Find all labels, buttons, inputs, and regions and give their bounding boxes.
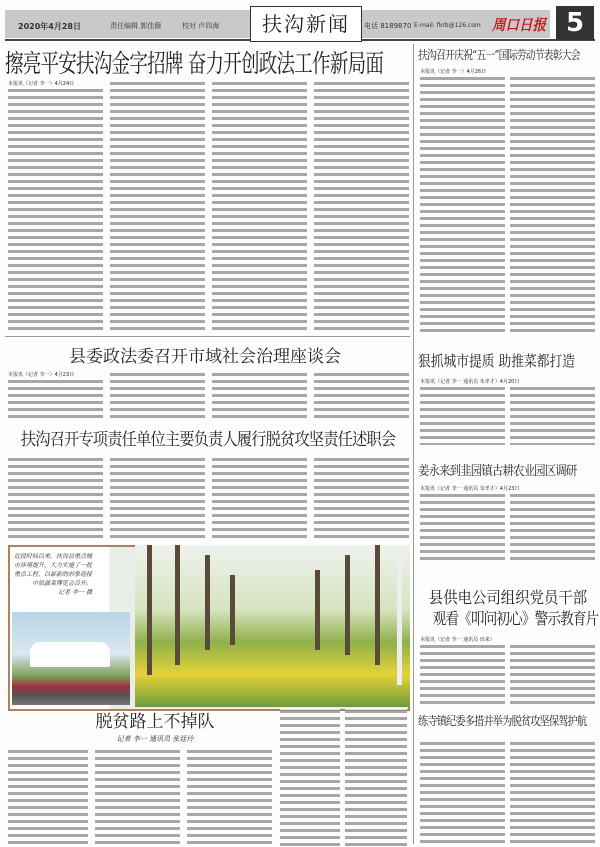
social-body-col3 (212, 371, 307, 420)
feature-headline-wrap (80, 707, 230, 732)
tree (175, 545, 180, 665)
column-divider (413, 44, 414, 844)
proof-credit: 校对 卢四海 (182, 22, 220, 30)
tree (375, 545, 380, 665)
poverty-report-headline: 扶沟召开专项责任单位主要负责人履行脱贫攻坚责任述职会 (20, 430, 396, 450)
may-day-body-col1 (420, 75, 505, 335)
divider (5, 336, 410, 337)
power-company-dateline: 本报讯（记者 李一 通讯员 田来） (420, 637, 495, 643)
social-body-col1 (8, 378, 103, 420)
power-company-headline-line1: 县供电公司组织党员干部 (428, 588, 588, 607)
may-day-headline: 扶沟召开庆祝“五一”国际劳动节表彰大会 (418, 48, 580, 62)
section-title: 扶沟新闻 (250, 6, 362, 42)
lead-body-col3 (212, 80, 307, 332)
social-governance-dateline: 本报讯（记者 李一）4月23日 (8, 372, 75, 378)
tree (147, 545, 152, 675)
editor-credit: 责任编辑 郭佳薇 (110, 22, 162, 30)
lead-body-col1 (8, 87, 103, 332)
may-day-body-col2 (510, 75, 595, 335)
paper-logo: 周口日报 (492, 16, 547, 34)
city-quality-body-col1 (420, 385, 505, 445)
agri-park-dateline: 本报讯（记者 李一 通讯员 朱孝才）4月23日 (420, 486, 520, 492)
power-company-headline-line2-wrap (418, 606, 598, 629)
report-body-col2 (110, 456, 205, 538)
report-body-col3 (212, 456, 307, 538)
email: E-mail: fkrb@126.com (414, 22, 481, 29)
may-day-dateline: 本报讯（记者 李一）4月26日 (420, 69, 487, 75)
discipline-body-col2 (510, 740, 595, 847)
lead-headline: 擦亮平安扶沟金字招牌 奋力开创政法工作新局面 (5, 49, 384, 78)
feature-body-col3 (187, 748, 272, 847)
report-body-col1 (8, 456, 103, 538)
tree (205, 555, 210, 650)
feature-body-col1 (8, 748, 88, 847)
tree-lined-road-photo (135, 545, 410, 707)
hotline: 电话 8189870 (364, 22, 412, 30)
social-governance-headline-wrap (0, 342, 410, 367)
lead-body-col2 (110, 80, 205, 332)
social-governance-headline: 县委政法委召开市域社会治理座谈会 (69, 347, 341, 367)
exhibition-hall-building (30, 642, 110, 667)
tree (315, 570, 320, 650)
social-body-col2 (110, 371, 205, 420)
lead-body-col4 (314, 80, 409, 332)
photo-credit: 记者 李一 摄 (58, 589, 92, 596)
tree (397, 545, 402, 685)
poverty-report-headline-wrap (0, 425, 410, 450)
lead-dateline: 本报讯（记者 李一）4月24日 (8, 81, 75, 87)
power-company-headline-line1-wrap (418, 585, 598, 608)
page-number: 5 (556, 6, 594, 40)
tree (230, 575, 235, 645)
feature-body-col5 (345, 708, 407, 847)
feature-headline: 脱贫路上不掉队 (95, 712, 215, 732)
feature-body-col2 (95, 748, 180, 847)
discipline-body-col1 (420, 740, 505, 847)
photo-caption (12, 552, 92, 597)
photo-caption-text: 近段时间以来，扶沟县重点城市环境提升，大力实施了一批重点工程，以崭新的形象迎接中原蔬菜博览会召开。 (13, 553, 92, 587)
social-body-col4 (314, 371, 409, 420)
agri-park-body-col1 (420, 492, 505, 560)
agri-park-headline: 姜永来到韭园镇古耕农业园区调研 (418, 464, 577, 479)
issue-date: 2020年4月28日 (18, 22, 81, 31)
power-company-body-col2 (510, 643, 595, 705)
city-quality-body-col2 (510, 385, 595, 445)
agri-park-body-col2 (510, 492, 595, 560)
city-quality-dateline: 本报讯（记者 李一 通讯员 朱孝才）4月20日 (420, 379, 520, 385)
tree (345, 555, 350, 655)
feature-body-col4 (280, 708, 340, 847)
discipline-headline: 练寺镇纪委多措并举为脱贫攻坚保驾护航 (418, 714, 587, 728)
power-company-body-col1 (420, 643, 505, 705)
city-quality-headline: 狠抓城市提质 助推菜都打造 (418, 352, 576, 370)
power-company-headline-line2: 观看《叩问初心》警示教育片 (432, 609, 599, 628)
report-body-col4 (314, 456, 409, 538)
feature-byline: 记者 李一 通讯员 张廷玲 (116, 735, 194, 743)
